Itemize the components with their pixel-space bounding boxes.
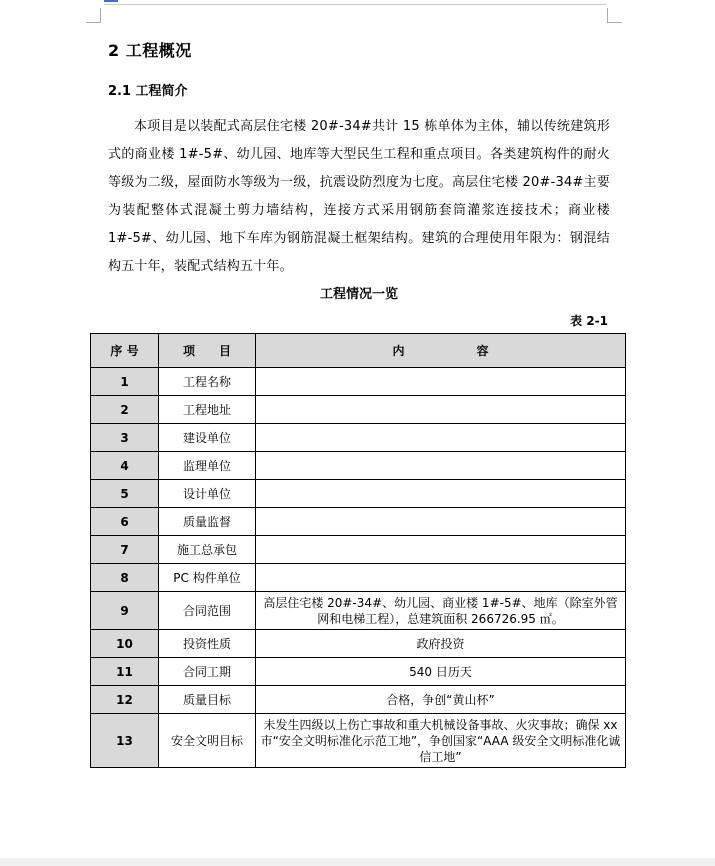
page-corner-mark-left: [86, 8, 101, 23]
row-content: [256, 508, 626, 536]
table-row: [91, 424, 626, 452]
page-bottom-edge: [0, 858, 715, 866]
row-item: 合同工期: [159, 658, 256, 686]
row-item: 投资性质: [159, 630, 256, 658]
row-content: 未发生四级以上伤亡事故和重大机械设备事故、火灾事故；确保 xx 市“安全文明标准化示范工地”，争创国家“AAA 级安全文明标准化诚信工地”: [256, 714, 626, 768]
header-no: 序 号: [91, 334, 159, 368]
row-content: [256, 396, 626, 424]
row-no: 4: [91, 452, 159, 480]
row-no: 2: [91, 396, 159, 424]
intro-paragraph: 本项目是以装配式高层住宅楼 20#-34#共计 15 栋单体为主体，辅以传统建筑形式的商业楼 1#-5#、幼儿园、地库等大型民生工程和重点项目。各类建筑构件的耐火等级为二级，屋面防水等级为一级，抗震设防烈度为七度。高层住宅楼 20#-34#主要为装配整体式混凝土剪力墙结构，连接方式采用钢筋套筒灌浆连接技术；商业楼 1#-5#、幼儿园、地下车库为钢筋混凝土框架结构。建筑的合理使用年限为：钢混结构五十年，装配式结构五十年。: [108, 119, 610, 274]
section-heading: 2 工程概况: [108, 41, 192, 60]
row-item: 施工总承包: [159, 536, 256, 564]
row-no: 9: [91, 592, 159, 630]
row-no: 7: [91, 536, 159, 564]
table-row: [91, 592, 626, 630]
header-content: 内 容: [256, 334, 626, 368]
project-overview-table: [90, 333, 626, 768]
row-no: 1: [91, 368, 159, 396]
header-item: 项 目: [159, 334, 256, 368]
row-item: PC 构件单位: [159, 564, 256, 592]
row-content: [256, 424, 626, 452]
table-row: [91, 368, 626, 396]
row-no: 3: [91, 424, 159, 452]
row-item: 安全文明目标: [159, 714, 256, 768]
row-item: 设计单位: [159, 480, 256, 508]
row-content: [256, 452, 626, 480]
table-number: 表 2-1: [570, 314, 608, 328]
table-row: [91, 686, 626, 714]
row-content: 合格，争创“黄山杯”: [256, 686, 626, 714]
row-no: 8: [91, 564, 159, 592]
table-row: [91, 396, 626, 424]
text-cursor-mark: [104, 0, 118, 2]
table-row: [91, 508, 626, 536]
row-content: 高层住宅楼 20#-34#、幼儿园、商业楼 1#-5#、地库（除室外管网和电梯工程），总建筑面积 266726.95 ㎡。: [256, 592, 626, 630]
row-item: 工程名称: [159, 368, 256, 396]
row-content: [256, 480, 626, 508]
row-no: 5: [91, 480, 159, 508]
row-content: [256, 368, 626, 396]
table-row: [91, 536, 626, 564]
row-item: 建设单位: [159, 424, 256, 452]
row-content: [256, 536, 626, 564]
row-no: 10: [91, 630, 159, 658]
row-item: 质量目标: [159, 686, 256, 714]
subsection-heading: 2.1 工程简介: [108, 84, 188, 99]
row-content: 540 日历天: [256, 658, 626, 686]
row-item: 工程地址: [159, 396, 256, 424]
table-row: [91, 714, 626, 768]
table-row: [91, 658, 626, 686]
table-row: [91, 564, 626, 592]
table-title: 工程情况一览: [319, 287, 398, 302]
page-corner-mark-right: [607, 8, 622, 23]
table-row: [91, 630, 626, 658]
row-content: 政府投资: [256, 630, 626, 658]
page-margin-rule: [104, 4, 606, 5]
row-no: 6: [91, 508, 159, 536]
table-row: [91, 480, 626, 508]
row-no: 11: [91, 658, 159, 686]
row-content: [256, 564, 626, 592]
row-item: 合同范围: [159, 592, 256, 630]
row-no: 13: [91, 714, 159, 768]
table-header-row: [91, 334, 626, 368]
row-item: 质量监督: [159, 508, 256, 536]
row-no: 12: [91, 686, 159, 714]
table-row: [91, 452, 626, 480]
row-item: 监理单位: [159, 452, 256, 480]
